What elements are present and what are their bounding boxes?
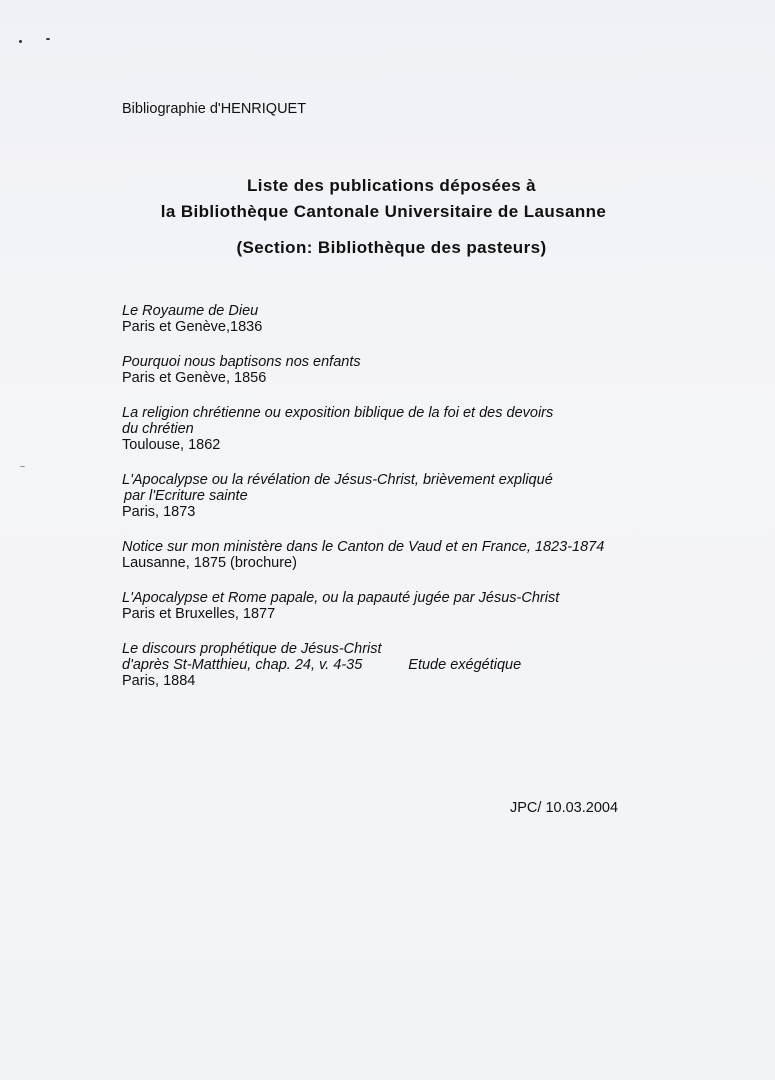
scan-speck	[20, 466, 25, 467]
publication-list	[122, 303, 682, 708]
publication-title-text: d'après St-Matthieu, chap. 24, v. 4-35	[122, 657, 363, 673]
publication-place-date: Paris, 1884	[122, 673, 196, 689]
scan-speck	[46, 38, 50, 40]
publication-entry	[122, 641, 682, 689]
publication-title: Le discours prophétique de Jésus-Christ	[122, 641, 382, 657]
publication-entry	[122, 354, 682, 386]
signature-date: JPC/ 10.03.2004	[510, 800, 619, 816]
publication-title-continued: par l'Ecriture sainte	[124, 488, 248, 504]
title-line-1: Liste des publications déposées à	[246, 176, 537, 195]
publication-entry	[122, 303, 682, 335]
title-line-2: la Bibliothèque Cantonale Universitaire de Lausanne	[160, 202, 607, 221]
publication-title: Le Royaume de Dieu	[122, 303, 259, 319]
publication-place-date: Toulouse, 1862	[122, 437, 221, 453]
publication-place-date: Paris, 1873	[122, 504, 196, 520]
publication-title-continued	[122, 657, 682, 673]
publication-entry	[122, 590, 682, 622]
publication-title: La religion chrétienne ou exposition biblique de la foi et des devoirs	[122, 405, 554, 421]
publication-place-date: Paris et Genève, 1856	[122, 370, 267, 386]
title-line-3: (Section: Bibliothèque des pasteurs)	[236, 238, 547, 257]
scan-speck	[19, 40, 22, 43]
publication-place-date: Paris et Genève,1836	[122, 319, 263, 335]
bibliography-label: Bibliographie d'HENRIQUET	[122, 101, 307, 117]
publication-entry	[122, 472, 682, 520]
publication-title: L'Apocalypse ou la révélation de Jésus-Christ, brièvement expliqué	[122, 472, 553, 488]
publication-title: Notice sur mon ministère dans le Canton de Vaud et en France, 1823-1874	[122, 539, 605, 555]
publication-title: L'Apocalypse et Rome papale, ou la papauté jugée par Jésus-Christ	[122, 590, 560, 606]
publication-place-date: Paris et Bruxelles, 1877	[122, 606, 276, 622]
publication-note: Etude exégétique	[408, 657, 522, 673]
publication-entry	[122, 405, 682, 453]
publication-title: Pourquoi nous baptisons nos enfants	[122, 354, 361, 370]
publication-title-continued: du chrétien	[122, 421, 194, 437]
publication-place-date: Lausanne, 1875 (brochure)	[122, 555, 297, 571]
publication-entry	[122, 539, 682, 571]
